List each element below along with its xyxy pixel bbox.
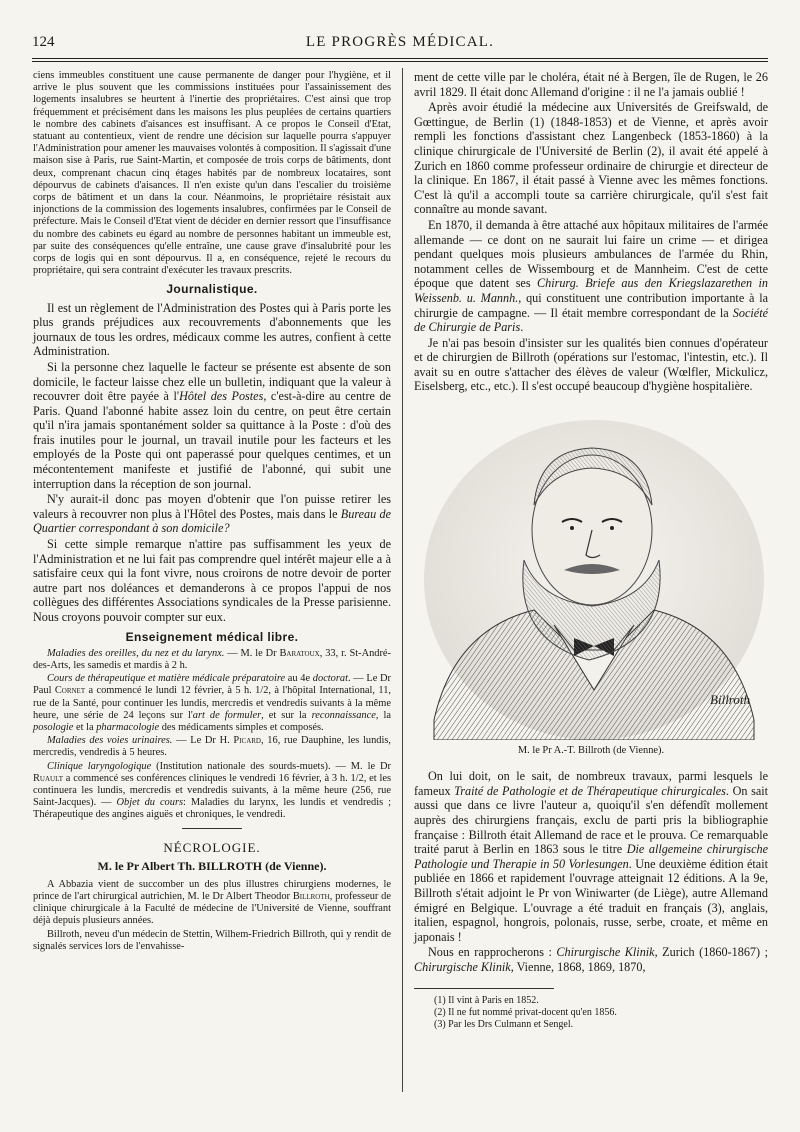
paragraph: On lui doit, on le sait, de nombreux travaux, parmi lesquels le fameux Traité de Pathologie et de Thérapeutique chirurgicales. On sait aussi que dans ce livre l'auteur a, quoiqu'il s'en défendît mollement auprès des chirurgiens français, exclu de parti pris la bibliographie française : Billroth était Allemand de race et le prouva. Ce remarquable traité parut à Berlin en 1863 sous le titre Die allgemeine chirurgische Pathologie und Therapie in 50 Vorlesungen. Une deuxième édition était publiée en 1866 et rapidement l'ouvrage atteignait 12 éditions. A la 9e, Billroth s'était adjoint le Pr von Winiwarter (de Liège), autre Allemand émigré en Belgique. L'ouvrage a été traduit en français (3), anglais, italien, espagnol, hongrois, polonais, russe, serbe, croate, et même en japonais !: [414, 769, 769, 944]
right-column: [414, 70, 768, 1031]
footnote: (2) Il ne fut nommé privat-docent qu'en 1856.: [434, 1007, 617, 1019]
footnote-rule: [414, 988, 554, 989]
portrait-caption: M. le Pr A.-T. Billroth (de Vienne).: [517, 745, 665, 757]
paragraph: Maladies des oreilles, du nez et du larynx. — M. le Dr Baratoux, 33, r. St-André-des-Arts, les samedis et mardis à 2 h.: [33, 647, 391, 671]
paragraph: ciens immeubles constituent une cause permanente de danger pour l'hygiène, et il arrive le plus souvent que les commissions instituées pour l'assainissement des logements insalubres se heurtent à l'inertie des propriétaires. C'est ainsi que trop fréquemment et précisément dans les maisons les plus peuplées de certains quartiers le nombre des cabinets d'aisances est insuffisant. A ce propos le Conseil d'Etat, statuant au contentieux, vient de rendre une décision sur laquelle pourra s'appuyer l'Administration pour amener les mauvaises volontés à composition. Il s'agissait d'une maison sise à Paris, rue Saint-Martin, et composée de trois corps de bâtiments, dont deux, comprenant chacun cinq étages habités par de nombreux locataires, sont dépourvus de cabinets d'aisances. Il n'en existe qu'un dans l'escalier du troisième corps de bâtiment et un dans la cour. Néanmoins, le propriétaire résistait aux injonctions de la commission des logements insalubres, confirmées par le Conseil de préfecture. Mais le Conseil d'Etat vient de décider en dernier ressort que l'insuffisance du nombre des cabinets eu égard au nombre de personnes habitant un immeuble est, par suite des conséquences qu'elle entraîne, une cause grave d'insalubrité pour les corps de logis qui en sont dépourvus. Il a, en conséquence, rejeté le recours du propriétaire, qui sera contraint d'exécuter les travaux prescrits.: [33, 70, 391, 277]
left-column: [33, 70, 391, 954]
paragraph: Maladies des voies urinaires. — Le Dr H. Picard, 16, rue Dauphine, les lundis, mercredis, vendredis à 5 heures.: [33, 735, 391, 759]
paragraph: Je n'ai pas besoin d'insister sur les qualités bien connues d'opérateur et de chirurgien de Billroth (opérations sur l'estomac, l'intestin, etc.). Il avait su en outre s'attacher des élèves de valeur (Wœlfler, Mickulicz, Eiselsberg, etc., etc.). Il s'est occupé beaucoup d'hygiène hospitalière.: [414, 335, 768, 394]
artist-signature: Billroth: [710, 691, 750, 707]
header-rule: [32, 58, 768, 59]
page-number: 124: [32, 34, 55, 50]
section-title-necrologie: NÉCROLOGIE.: [163, 839, 261, 855]
header-rule-thin: [32, 61, 768, 62]
paragraph: Après avoir étudié la médecine aux Universités de Greifswald, de Gœttingue, de Berlin (1) (1848-1853) et de Vienne, et après avoir rempli les fonctions d'assistant chez Langenbeck (1853-1860) à la clinique chirurgicale de l'Université de Berlin (2), il avait été appelé à Zurich en 1860 comme professeur ordinaire de chirurgie et directeur de la clinique. En 1867, il était passé à Vienne avec les mêmes fonctions. C'est là qu'il a accompli toute sa carrière chirurgicale, qu'il s'est fait connaître au monde savant.: [414, 100, 768, 217]
paragraph: Si cette simple remarque n'attire pas suffisamment les yeux de l'Administration et ne lui fait pas comprendre quel intérêt majeur elle a à satisfaire ceux qui la font vivre, nous croirons de notre devoir de porter autre part nos doléances et demanderons à ce propos l'appui de nos collègues des différentes Associations syndicales de la Presse parisienne. Nous croyons pouvoir compter sur eux.: [33, 537, 391, 625]
section-title-enseignement: Enseignement médical libre.: [125, 629, 299, 644]
paragraph: Si la personne chez laquelle le facteur se présente est absente de son domicile, le facteur laisse chez elle un bulletin, indiquant que la valeur à recouvrer doit être payée à l'Hôtel des Postes, c'est-à-dire au centre de Paris. Quand l'abonné habite assez loin du centre, on peut être certain qu'il n'ira jamais spontanément solder sa quittance à la Poste : d'où des frais inutiles pour le journal, un travail inutile pour les facteurs et les employés de la Poste qui ont paperassé pour quelques centimes, et un mécontentement manifeste et justifié de l'abonné, qui subit une interruption dans la réception de son journal.: [33, 359, 391, 491]
paragraph: A Abbazia vient de succomber un des plus illustres chirurgiens modernes, le prince de l'art chirurgical autrichien, M. le Dr Albert Theodor Billroth, professeur de clinique chirurgicale à la Faculté de médecine de l'Université de Vienne, souffrant déjà depuis plusieurs années.: [33, 878, 391, 927]
paragraph: Il est un règlement de l'Administration des Postes qui à Paris porte les plus grands préjudices aux recouvrements d'abonnements que les journaux de tous les ordres, médicaux comme les autres, confient à cette Administration.: [33, 300, 391, 359]
paragraph: Cours de thérapeutique et matière médicale préparatoire au 4e doctorat. — Le Dr Paul Cornet a commencé le lundi 12 février, à 5 h. 1/2, à l'hôpital International, 11, rue de la Santé, pour continuer les lundis, mercredis et vendredis suivants à la même heure, une série de 24 leçons sur l'art de formuler, et sur la reconnaissance, la posologie et la pharmacologie des médicaments simples et composés.: [33, 673, 391, 733]
page-header: [32, 34, 768, 56]
paragraph: Clinique laryngologique (Institution nationale des sourds-muets). — M. le Dr Ruault a commencé ses conférences cliniques le vendredi 16 février, à 3 h. 1/2, et les continuera les lundis, mercredis et vendredis suivants, à la même heure (256, rue Saint-Jacques). — Objet du cours: Maladies du larynx, les lundis et vendredis ; Thérapeutique des angines aiguës et chroniques, le vendredi.: [33, 760, 392, 821]
section-divider: [182, 828, 242, 829]
paragraph: Billroth, neveu d'un médecin de Stettin, Wilhem-Friedrich Billroth, qui y rendit de signalés services lors de l'envahisse-: [33, 928, 391, 952]
footnote: (3) Par les Drs Culmann et Sengel.: [434, 1019, 574, 1031]
column-divider: [402, 68, 403, 1092]
paragraph: N'y aurait-il donc pas moyen d'obtenir que l'on puisse retirer les valeurs à recouvrer non plus à l'Hôtel des Postes, mais dans le Bureau de Quartier correspondant à son domicile?: [33, 492, 391, 536]
paragraph: Nous en rapprocherons : Chirurgische Klinik, Zurich (1860-1867) ; Chirurgische Klinik, Vienne, 1868, 1869, 1870,: [414, 945, 768, 974]
obituary-subtitle: M. le Pr Albert Th. BILLROTH (de Vienne).: [97, 858, 327, 873]
paragraph: ment de cette ville par le choléra, était né à Bergen, île de Rugen, le 26 avril 1829. Il était donc Allemand d'origine : il ne l'a jamais oublié !: [414, 70, 768, 99]
footnote: (1) Il vint à Paris en 1852.: [434, 995, 539, 1007]
portrait-illustration: [414, 410, 768, 740]
portrait-engraving: [414, 410, 768, 740]
section-title-journalistique: Journalistique.: [166, 282, 258, 297]
running-title: LE PROGRÈS MÉDICAL.: [305, 34, 495, 50]
paragraph: En 1870, il demanda à être attaché aux hôpitaux militaires de l'armée allemande — ce dont on ne saurait lui faire un crime — et dirigea pendant quelques mois plusieurs ambulances de l'armée du Rhin, notamment celles de Wissembourg et de Mannheim. C'est de cette époque que datent ses Chirurg. Briefe aus den Kriegslazarethen in Weissenb. u. Mannh., qui constituent une contribution importante à la chirurgie de campagne. — Il était membre correspondant de la Société de Chirurgie de Paris.: [414, 217, 768, 335]
